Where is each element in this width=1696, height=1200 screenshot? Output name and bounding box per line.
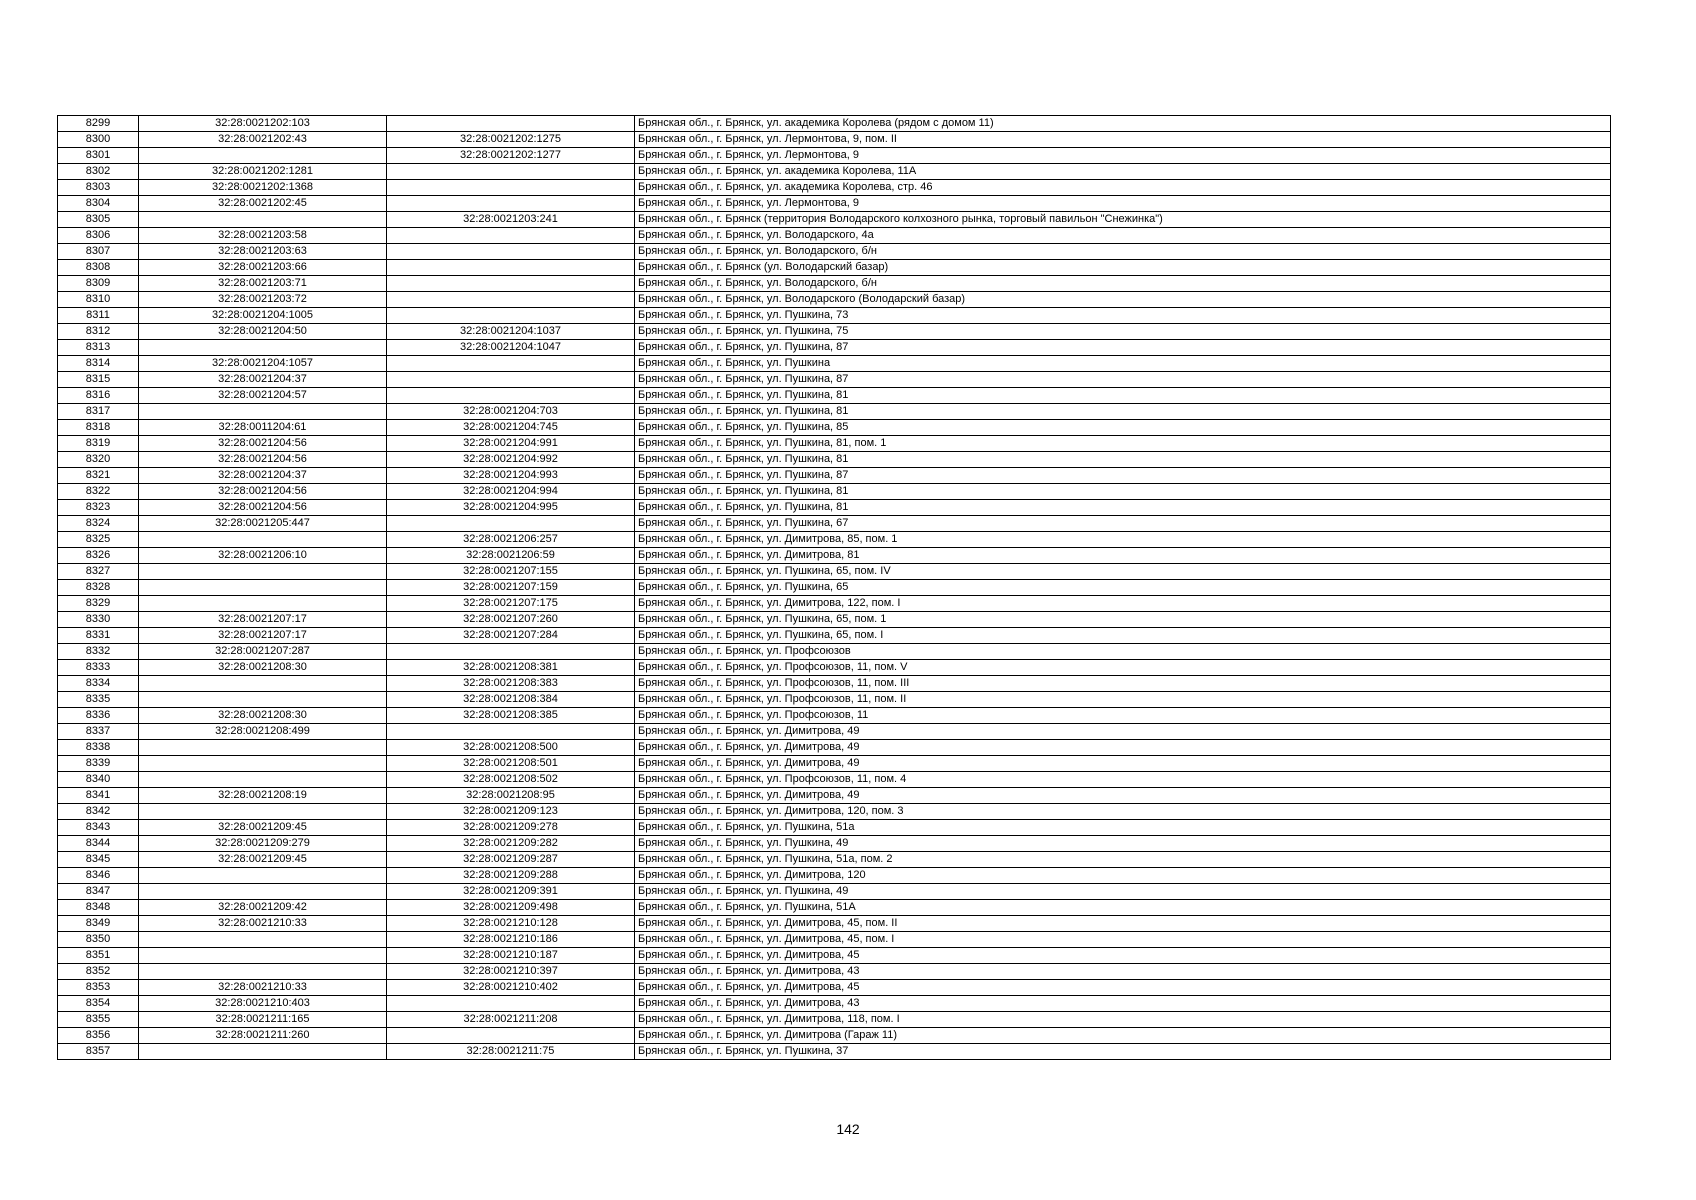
row-number-cell: 8339 — [58, 756, 139, 772]
address-cell: Брянская обл., г. Брянск, ул. академика Королева, стр. 46 — [635, 180, 1611, 196]
row-number-cell: 8326 — [58, 548, 139, 564]
object-cadastral-number-cell: 32:28:0021210:186 — [387, 932, 635, 948]
table-row — [58, 1028, 1611, 1044]
parcel-cadastral-number-cell: 32:28:0021203:63 — [139, 244, 387, 260]
object-cadastral-number-cell: 32:28:0021211:208 — [387, 1012, 635, 1028]
object-cadastral-number-cell: 32:28:0021202:1275 — [387, 132, 635, 148]
table-row — [58, 116, 1611, 132]
parcel-cadastral-number-cell: 32:28:0021203:66 — [139, 260, 387, 276]
parcel-cadastral-number-cell: 32:28:0021203:72 — [139, 292, 387, 308]
row-number-cell: 8328 — [58, 580, 139, 596]
parcel-cadastral-number-cell: 32:28:0021207:17 — [139, 628, 387, 644]
row-number-cell: 8355 — [58, 1012, 139, 1028]
cadastral-table — [57, 115, 1611, 1060]
table-row — [58, 292, 1611, 308]
object-cadastral-number-cell: 32:28:0021209:282 — [387, 836, 635, 852]
object-cadastral-number-cell: 32:28:0021209:278 — [387, 820, 635, 836]
address-cell: Брянская обл., г. Брянск, ул. Пушкина, 81 — [635, 500, 1611, 516]
parcel-cadastral-number-cell: 32:28:0021203:58 — [139, 228, 387, 244]
address-cell: Брянская обл., г. Брянск, ул. Пушкина, 65, пом. 1 — [635, 612, 1611, 628]
object-cadastral-number-cell — [387, 372, 635, 388]
table-row — [58, 468, 1611, 484]
table-row — [58, 612, 1611, 628]
object-cadastral-number-cell: 32:28:0021204:703 — [387, 404, 635, 420]
object-cadastral-number-cell: 32:28:0021204:1047 — [387, 340, 635, 356]
table-row — [58, 180, 1611, 196]
parcel-cadastral-number-cell — [139, 212, 387, 228]
parcel-cadastral-number-cell: 32:28:0011204:61 — [139, 420, 387, 436]
row-number-cell: 8344 — [58, 836, 139, 852]
object-cadastral-number-cell — [387, 644, 635, 660]
table-row — [58, 804, 1611, 820]
table-row — [58, 148, 1611, 164]
parcel-cadastral-number-cell — [139, 804, 387, 820]
address-cell: Брянская обл., г. Брянск, ул. Пушкина — [635, 356, 1611, 372]
parcel-cadastral-number-cell: 32:28:0021210:403 — [139, 996, 387, 1012]
table-row — [58, 276, 1611, 292]
object-cadastral-number-cell — [387, 260, 635, 276]
parcel-cadastral-number-cell — [139, 564, 387, 580]
address-cell: Брянская обл., г. Брянск, ул. Пушкина, 85 — [635, 420, 1611, 436]
address-cell: Брянская обл., г. Брянск, ул. Димитрова, 49 — [635, 788, 1611, 804]
parcel-cadastral-number-cell: 32:28:0021203:71 — [139, 276, 387, 292]
row-number-cell: 8313 — [58, 340, 139, 356]
table-row — [58, 532, 1611, 548]
parcel-cadastral-number-cell: 32:28:0021202:43 — [139, 132, 387, 148]
parcel-cadastral-number-cell: 32:28:0021208:30 — [139, 660, 387, 676]
row-number-cell: 8335 — [58, 692, 139, 708]
row-number-cell: 8327 — [58, 564, 139, 580]
parcel-cadastral-number-cell — [139, 532, 387, 548]
parcel-cadastral-number-cell: 32:28:0021205:447 — [139, 516, 387, 532]
table-row — [58, 788, 1611, 804]
object-cadastral-number-cell: 32:28:0021204:1037 — [387, 324, 635, 340]
parcel-cadastral-number-cell: 32:28:0021204:56 — [139, 500, 387, 516]
object-cadastral-number-cell — [387, 164, 635, 180]
table-row — [58, 356, 1611, 372]
address-cell: Брянская обл., г. Брянск, ул. Пушкина, 81 — [635, 404, 1611, 420]
parcel-cadastral-number-cell: 32:28:0021204:1005 — [139, 308, 387, 324]
object-cadastral-number-cell: 32:28:0021204:745 — [387, 420, 635, 436]
object-cadastral-number-cell — [387, 196, 635, 212]
object-cadastral-number-cell: 32:28:0021204:995 — [387, 500, 635, 516]
table-row — [58, 628, 1611, 644]
object-cadastral-number-cell — [387, 228, 635, 244]
object-cadastral-number-cell: 32:28:0021208:500 — [387, 740, 635, 756]
parcel-cadastral-number-cell — [139, 772, 387, 788]
row-number-cell: 8347 — [58, 884, 139, 900]
address-cell: Брянская обл., г. Брянск, ул. Димитрова, 120, пом. 3 — [635, 804, 1611, 820]
address-cell: Брянская обл., г. Брянск, ул. академика Королева, 11А — [635, 164, 1611, 180]
row-number-cell: 8332 — [58, 644, 139, 660]
address-cell: Брянская обл., г. Брянск, ул. Пушкина, 73 — [635, 308, 1611, 324]
row-number-cell: 8356 — [58, 1028, 139, 1044]
object-cadastral-number-cell: 32:28:0021208:384 — [387, 692, 635, 708]
row-number-cell: 8324 — [58, 516, 139, 532]
address-cell: Брянская обл., г. Брянск, ул. Профсоюзов, 11, пом. 4 — [635, 772, 1611, 788]
address-cell: Брянская обл., г. Брянск, ул. Пушкина, 81 — [635, 452, 1611, 468]
parcel-cadastral-number-cell: 32:28:0021202:103 — [139, 116, 387, 132]
table-row — [58, 900, 1611, 916]
table-row — [58, 452, 1611, 468]
parcel-cadastral-number-cell: 32:28:0021206:10 — [139, 548, 387, 564]
address-cell: Брянская обл., г. Брянск, ул. Димитрова, 120 — [635, 868, 1611, 884]
table-row — [58, 996, 1611, 1012]
table-row — [58, 772, 1611, 788]
object-cadastral-number-cell: 32:28:0021207:284 — [387, 628, 635, 644]
table-row — [58, 404, 1611, 420]
object-cadastral-number-cell: 32:28:0021208:385 — [387, 708, 635, 724]
table-row — [58, 228, 1611, 244]
object-cadastral-number-cell: 32:28:0021209:498 — [387, 900, 635, 916]
parcel-cadastral-number-cell: 32:28:0021204:50 — [139, 324, 387, 340]
object-cadastral-number-cell: 32:28:0021206:257 — [387, 532, 635, 548]
address-cell: Брянская обл., г. Брянск, ул. Пушкина, 87 — [635, 468, 1611, 484]
table-row — [58, 740, 1611, 756]
table-row — [58, 932, 1611, 948]
address-cell: Брянская обл., г. Брянск, ул. Пушкина, 81 — [635, 484, 1611, 500]
address-cell: Брянская обл., г. Брянск, ул. Димитрова, 85, пом. 1 — [635, 532, 1611, 548]
table-row — [58, 964, 1611, 980]
object-cadastral-number-cell: 32:28:0021208:501 — [387, 756, 635, 772]
row-number-cell: 8345 — [58, 852, 139, 868]
row-number-cell: 8305 — [58, 212, 139, 228]
object-cadastral-number-cell: 32:28:0021209:123 — [387, 804, 635, 820]
parcel-cadastral-number-cell — [139, 1044, 387, 1060]
address-cell: Брянская обл., г. Брянск, ул. Лермонтова, 9 — [635, 148, 1611, 164]
address-cell: Брянская обл., г. Брянск, ул. Пушкина, 51а, пом. 2 — [635, 852, 1611, 868]
table-row — [58, 852, 1611, 868]
row-number-cell: 8320 — [58, 452, 139, 468]
parcel-cadastral-number-cell — [139, 932, 387, 948]
parcel-cadastral-number-cell: 32:28:0021204:56 — [139, 436, 387, 452]
row-number-cell: 8357 — [58, 1044, 139, 1060]
row-number-cell: 8338 — [58, 740, 139, 756]
address-cell: Брянская обл., г. Брянск, ул. Профсоюзов — [635, 644, 1611, 660]
object-cadastral-number-cell — [387, 356, 635, 372]
address-cell: Брянская обл., г. Брянск, ул. Володарского, б/н — [635, 276, 1611, 292]
address-cell: Брянская обл., г. Брянск, ул. академика Королева (рядом с домом 11) — [635, 116, 1611, 132]
row-number-cell: 8336 — [58, 708, 139, 724]
parcel-cadastral-number-cell: 32:28:0021202:1281 — [139, 164, 387, 180]
address-cell: Брянская обл., г. Брянск, ул. Димитрова, 45 — [635, 948, 1611, 964]
object-cadastral-number-cell — [387, 116, 635, 132]
object-cadastral-number-cell — [387, 276, 635, 292]
table-row — [58, 196, 1611, 212]
parcel-cadastral-number-cell: 32:28:0021208:30 — [139, 708, 387, 724]
row-number-cell: 8353 — [58, 980, 139, 996]
address-cell: Брянская обл., г. Брянск, ул. Димитрова, 45, пом. I — [635, 932, 1611, 948]
table-row — [58, 1044, 1611, 1060]
row-number-cell: 8321 — [58, 468, 139, 484]
table-row — [58, 260, 1611, 276]
table-row — [58, 692, 1611, 708]
address-cell: Брянская обл., г. Брянск, ул. Пушкина, 67 — [635, 516, 1611, 532]
table-row — [58, 420, 1611, 436]
row-number-cell: 8317 — [58, 404, 139, 420]
parcel-cadastral-number-cell — [139, 580, 387, 596]
parcel-cadastral-number-cell: 32:28:0021211:165 — [139, 1012, 387, 1028]
table-row — [58, 820, 1611, 836]
address-cell: Брянская обл., г. Брянск, ул. Володарского, б/н — [635, 244, 1611, 260]
table-row — [58, 548, 1611, 564]
parcel-cadastral-number-cell — [139, 740, 387, 756]
object-cadastral-number-cell — [387, 516, 635, 532]
address-cell: Брянская обл., г. Брянск, ул. Пушкина, 75 — [635, 324, 1611, 340]
address-cell: Брянская обл., г. Брянск (территория Володарского колхозного рынка, торговый павильон "Снежинка") — [635, 212, 1611, 228]
object-cadastral-number-cell — [387, 388, 635, 404]
parcel-cadastral-number-cell: 32:28:0021210:33 — [139, 916, 387, 932]
object-cadastral-number-cell: 32:28:0021211:75 — [387, 1044, 635, 1060]
object-cadastral-number-cell: 32:28:0021207:155 — [387, 564, 635, 580]
address-cell: Брянская обл., г. Брянск, ул. Пушкина, 81 — [635, 388, 1611, 404]
parcel-cadastral-number-cell: 32:28:0021204:37 — [139, 372, 387, 388]
row-number-cell: 8333 — [58, 660, 139, 676]
object-cadastral-number-cell — [387, 724, 635, 740]
table-row — [58, 244, 1611, 260]
row-number-cell: 8340 — [58, 772, 139, 788]
table-row — [58, 308, 1611, 324]
parcel-cadastral-number-cell — [139, 948, 387, 964]
row-number-cell: 8310 — [58, 292, 139, 308]
object-cadastral-number-cell: 32:28:0021210:187 — [387, 948, 635, 964]
address-cell: Брянская обл., г. Брянск, ул. Димитрова, 45 — [635, 980, 1611, 996]
table-row — [58, 212, 1611, 228]
table-row — [58, 948, 1611, 964]
address-cell: Брянская обл., г. Брянск, ул. Димитрова, 49 — [635, 740, 1611, 756]
row-number-cell: 8354 — [58, 996, 139, 1012]
row-number-cell: 8330 — [58, 612, 139, 628]
row-number-cell: 8301 — [58, 148, 139, 164]
object-cadastral-number-cell: 32:28:0021204:993 — [387, 468, 635, 484]
address-cell: Брянская обл., г. Брянск, ул. Профсоюзов, 11, пом. II — [635, 692, 1611, 708]
address-cell: Брянская обл., г. Брянск, ул. Димитрова, 49 — [635, 756, 1611, 772]
parcel-cadastral-number-cell — [139, 692, 387, 708]
parcel-cadastral-number-cell: 32:28:0021202:1368 — [139, 180, 387, 196]
object-cadastral-number-cell: 32:28:0021208:381 — [387, 660, 635, 676]
object-cadastral-number-cell: 32:28:0021204:992 — [387, 452, 635, 468]
parcel-cadastral-number-cell: 32:28:0021209:42 — [139, 900, 387, 916]
address-cell: Брянская обл., г. Брянск, ул. Димитрова, 118, пом. I — [635, 1012, 1611, 1028]
object-cadastral-number-cell — [387, 308, 635, 324]
object-cadastral-number-cell: 32:28:0021210:128 — [387, 916, 635, 932]
address-cell: Брянская обл., г. Брянск, ул. Пушкина, 51А — [635, 900, 1611, 916]
table-row — [58, 388, 1611, 404]
parcel-cadastral-number-cell: 32:28:0021204:37 — [139, 468, 387, 484]
parcel-cadastral-number-cell: 32:28:0021209:45 — [139, 820, 387, 836]
table-row — [58, 708, 1611, 724]
object-cadastral-number-cell: 32:28:0021208:383 — [387, 676, 635, 692]
row-number-cell: 8349 — [58, 916, 139, 932]
parcel-cadastral-number-cell — [139, 964, 387, 980]
table-row — [58, 868, 1611, 884]
row-number-cell: 8325 — [58, 532, 139, 548]
row-number-cell: 8351 — [58, 948, 139, 964]
address-cell: Брянская обл., г. Брянск, ул. Володарского (Володарский базар) — [635, 292, 1611, 308]
table-row — [58, 1012, 1611, 1028]
table-row — [58, 484, 1611, 500]
address-cell: Брянская обл., г. Брянск, ул. Пушкина, 65, пом. IV — [635, 564, 1611, 580]
address-cell: Брянская обл., г. Брянск, ул. Профсоюзов, 11 — [635, 708, 1611, 724]
table-row — [58, 676, 1611, 692]
row-number-cell: 8341 — [58, 788, 139, 804]
page-number: 142 — [836, 1121, 860, 1137]
address-cell: Брянская обл., г. Брянск, ул. Димитрова, 122, пом. I — [635, 596, 1611, 612]
row-number-cell: 8318 — [58, 420, 139, 436]
address-cell: Брянская обл., г. Брянск, ул. Лермонтова, 9 — [635, 196, 1611, 212]
row-number-cell: 8302 — [58, 164, 139, 180]
address-cell: Брянская обл., г. Брянск, ул. Пушкина, 51а — [635, 820, 1611, 836]
table-row — [58, 164, 1611, 180]
table-row — [58, 132, 1611, 148]
row-number-cell: 8314 — [58, 356, 139, 372]
address-cell: Брянская обл., г. Брянск, ул. Пушкина, 49 — [635, 884, 1611, 900]
object-cadastral-number-cell: 32:28:0021209:287 — [387, 852, 635, 868]
table-row — [58, 436, 1611, 452]
row-number-cell: 8322 — [58, 484, 139, 500]
parcel-cadastral-number-cell: 32:28:0021204:56 — [139, 484, 387, 500]
table-row — [58, 516, 1611, 532]
object-cadastral-number-cell: 32:28:0021209:391 — [387, 884, 635, 900]
object-cadastral-number-cell: 32:28:0021206:59 — [387, 548, 635, 564]
object-cadastral-number-cell: 32:28:0021209:288 — [387, 868, 635, 884]
address-cell: Брянская обл., г. Брянск, ул. Лермонтова, 9, пом. II — [635, 132, 1611, 148]
address-cell: Брянская обл., г. Брянск (ул. Володарский базар) — [635, 260, 1611, 276]
row-number-cell: 8334 — [58, 676, 139, 692]
parcel-cadastral-number-cell — [139, 404, 387, 420]
address-cell: Брянская обл., г. Брянск, ул. Пушкина, 65, пом. I — [635, 628, 1611, 644]
table-row — [58, 340, 1611, 356]
table-row — [58, 324, 1611, 340]
parcel-cadastral-number-cell: 32:28:0021204:57 — [139, 388, 387, 404]
object-cadastral-number-cell — [387, 244, 635, 260]
row-number-cell: 8308 — [58, 260, 139, 276]
object-cadastral-number-cell: 32:28:0021204:994 — [387, 484, 635, 500]
table-body — [58, 116, 1611, 1060]
row-number-cell: 8331 — [58, 628, 139, 644]
row-number-cell: 8319 — [58, 436, 139, 452]
address-cell: Брянская обл., г. Брянск, ул. Пушкина, 81, пом. 1 — [635, 436, 1611, 452]
parcel-cadastral-number-cell — [139, 868, 387, 884]
object-cadastral-number-cell: 32:28:0021203:241 — [387, 212, 635, 228]
row-number-cell: 8306 — [58, 228, 139, 244]
row-number-cell: 8316 — [58, 388, 139, 404]
object-cadastral-number-cell: 32:28:0021204:991 — [387, 436, 635, 452]
row-number-cell: 8329 — [58, 596, 139, 612]
address-cell: Брянская обл., г. Брянск, ул. Димитрова, 45, пом. II — [635, 916, 1611, 932]
object-cadastral-number-cell: 32:28:0021207:175 — [387, 596, 635, 612]
object-cadastral-number-cell: 32:28:0021202:1277 — [387, 148, 635, 164]
parcel-cadastral-number-cell: 32:28:0021204:56 — [139, 452, 387, 468]
object-cadastral-number-cell — [387, 292, 635, 308]
table-row — [58, 756, 1611, 772]
parcel-cadastral-number-cell — [139, 340, 387, 356]
table-row — [58, 372, 1611, 388]
object-cadastral-number-cell: 32:28:0021208:95 — [387, 788, 635, 804]
address-cell: Брянская обл., г. Брянск, ул. Пушкина, 87 — [635, 340, 1611, 356]
table-row — [58, 660, 1611, 676]
address-cell: Брянская обл., г. Брянск, ул. Профсоюзов, 11, пом. V — [635, 660, 1611, 676]
row-number-cell: 8307 — [58, 244, 139, 260]
parcel-cadastral-number-cell: 32:28:0021209:45 — [139, 852, 387, 868]
parcel-cadastral-number-cell: 32:28:0021210:33 — [139, 980, 387, 996]
object-cadastral-number-cell: 32:28:0021210:397 — [387, 964, 635, 980]
parcel-cadastral-number-cell: 32:28:0021209:279 — [139, 836, 387, 852]
row-number-cell: 8303 — [58, 180, 139, 196]
parcel-cadastral-number-cell: 32:28:0021208:499 — [139, 724, 387, 740]
object-cadastral-number-cell: 32:28:0021210:402 — [387, 980, 635, 996]
address-cell: Брянская обл., г. Брянск, ул. Димитрова, 43 — [635, 964, 1611, 980]
row-number-cell: 8350 — [58, 932, 139, 948]
row-number-cell: 8352 — [58, 964, 139, 980]
row-number-cell: 8299 — [58, 116, 139, 132]
row-number-cell: 8304 — [58, 196, 139, 212]
table-row — [58, 724, 1611, 740]
parcel-cadastral-number-cell: 32:28:0021211:260 — [139, 1028, 387, 1044]
address-cell: Брянская обл., г. Брянск, ул. Пушкина, 49 — [635, 836, 1611, 852]
table-row — [58, 884, 1611, 900]
parcel-cadastral-number-cell — [139, 756, 387, 772]
parcel-cadastral-number-cell — [139, 148, 387, 164]
parcel-cadastral-number-cell — [139, 596, 387, 612]
row-number-cell: 8346 — [58, 868, 139, 884]
row-number-cell: 8309 — [58, 276, 139, 292]
table-row — [58, 564, 1611, 580]
table-row — [58, 836, 1611, 852]
object-cadastral-number-cell — [387, 180, 635, 196]
row-number-cell: 8343 — [58, 820, 139, 836]
table-row — [58, 500, 1611, 516]
row-number-cell: 8348 — [58, 900, 139, 916]
object-cadastral-number-cell: 32:28:0021207:159 — [387, 580, 635, 596]
parcel-cadastral-number-cell: 32:28:0021204:1057 — [139, 356, 387, 372]
table-row — [58, 980, 1611, 996]
row-number-cell: 8315 — [58, 372, 139, 388]
parcel-cadastral-number-cell — [139, 676, 387, 692]
row-number-cell: 8311 — [58, 308, 139, 324]
address-cell: Брянская обл., г. Брянск, ул. Димитрова (Гараж 11) — [635, 1028, 1611, 1044]
address-cell: Брянская обл., г. Брянск, ул. Пушкина, 37 — [635, 1044, 1611, 1060]
object-cadastral-number-cell: 32:28:0021207:260 — [387, 612, 635, 628]
row-number-cell: 8312 — [58, 324, 139, 340]
row-number-cell: 8342 — [58, 804, 139, 820]
address-cell: Брянская обл., г. Брянск, ул. Володарского, 4а — [635, 228, 1611, 244]
address-cell: Брянская обл., г. Брянск, ул. Пушкина, 87 — [635, 372, 1611, 388]
parcel-cadastral-number-cell — [139, 884, 387, 900]
parcel-cadastral-number-cell: 32:28:0021202:45 — [139, 196, 387, 212]
parcel-cadastral-number-cell: 32:28:0021207:287 — [139, 644, 387, 660]
row-number-cell: 8337 — [58, 724, 139, 740]
object-cadastral-number-cell: 32:28:0021208:502 — [387, 772, 635, 788]
row-number-cell: 8300 — [58, 132, 139, 148]
table-row — [58, 580, 1611, 596]
parcel-cadastral-number-cell: 32:28:0021208:19 — [139, 788, 387, 804]
table-row — [58, 916, 1611, 932]
address-cell: Брянская обл., г. Брянск, ул. Профсоюзов, 11, пом. III — [635, 676, 1611, 692]
object-cadastral-number-cell — [387, 1028, 635, 1044]
table-row — [58, 596, 1611, 612]
table-row — [58, 644, 1611, 660]
address-cell: Брянская обл., г. Брянск, ул. Пушкина, 65 — [635, 580, 1611, 596]
address-cell: Брянская обл., г. Брянск, ул. Димитрова, 81 — [635, 548, 1611, 564]
object-cadastral-number-cell — [387, 996, 635, 1012]
row-number-cell: 8323 — [58, 500, 139, 516]
address-cell: Брянская обл., г. Брянск, ул. Димитрова, 49 — [635, 724, 1611, 740]
address-cell: Брянская обл., г. Брянск, ул. Димитрова, 43 — [635, 996, 1611, 1012]
parcel-cadastral-number-cell: 32:28:0021207:17 — [139, 612, 387, 628]
